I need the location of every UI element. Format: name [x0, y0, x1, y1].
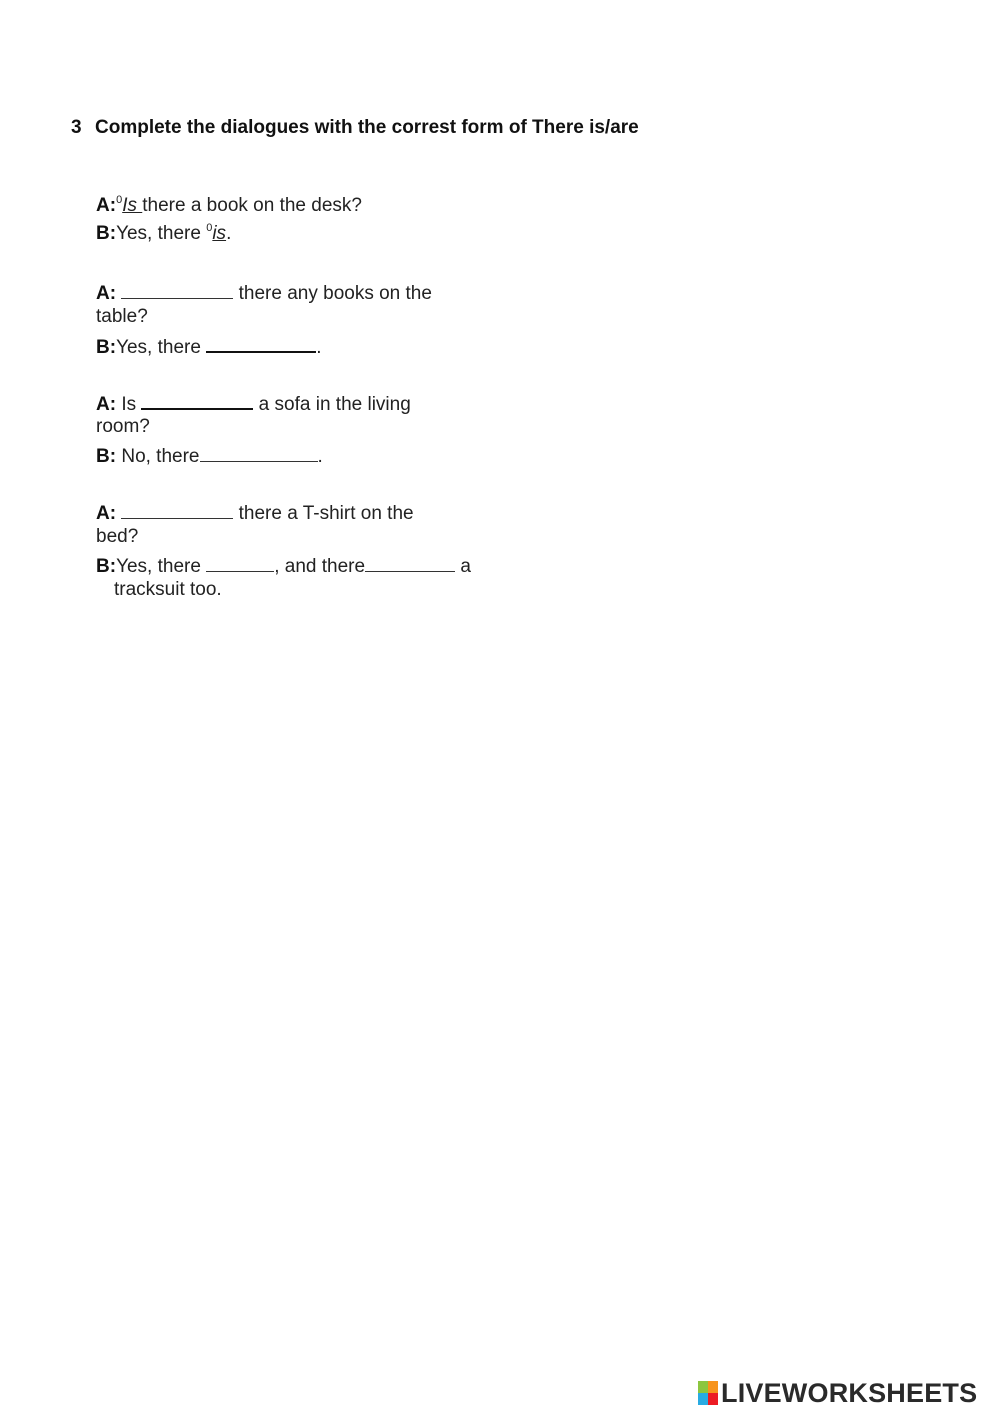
- dialogue2-line-a-cont: [96, 415, 150, 439]
- exercise-instruction: Complete the dialogues with the correst form of There is/are: [95, 117, 639, 138]
- dialogue1-line-a-cont: [96, 305, 148, 329]
- dialogue1-line-b: [96, 333, 321, 360]
- answer-blank[interactable]: [365, 553, 455, 572]
- speaker-a: A:: [96, 283, 117, 304]
- punctuation: .: [226, 223, 232, 244]
- speaker-b: B:: [96, 446, 117, 467]
- punctuation: .: [316, 337, 322, 358]
- example-line-b: [96, 222, 231, 246]
- answer-blank[interactable]: [141, 390, 253, 410]
- logo-mark-icon: [698, 1381, 718, 1405]
- example-answer: is: [212, 223, 227, 244]
- dialogue-text: a sofa in the living: [253, 394, 411, 415]
- dialogue-text: Is: [121, 394, 142, 415]
- dialogue-text: No, there: [116, 446, 200, 467]
- dialogue-text: there a T-shirt on the: [233, 503, 414, 524]
- dialogue-text: room?: [96, 416, 150, 437]
- example-text: Yes, there: [116, 223, 207, 244]
- logo-text: LIVEWORKSHEETS: [721, 1377, 978, 1408]
- dialogue-text: tracksuit too.: [114, 579, 222, 600]
- example-marker: 0: [206, 222, 213, 234]
- answer-blank[interactable]: [206, 333, 316, 353]
- speaker-b: B:: [96, 223, 117, 244]
- dialogue2-line-a: [96, 390, 411, 417]
- answer-blank[interactable]: [206, 553, 274, 572]
- answer-blank[interactable]: [121, 500, 233, 519]
- dialogue3-line-a-cont: [96, 525, 138, 549]
- speaker-a: A:: [96, 195, 117, 216]
- punctuation: .: [317, 446, 323, 467]
- dialogue3-line-b-cont: [114, 578, 222, 602]
- liveworksheets-logo: [698, 1378, 977, 1408]
- dialogue-text: bed?: [96, 526, 139, 547]
- example-marker: 0: [116, 194, 123, 206]
- speaker-b: B:: [96, 337, 117, 358]
- dialogue3-line-b: [96, 553, 471, 579]
- dialogue-text: , and there: [274, 556, 366, 577]
- dialogue-text: Yes, there: [116, 556, 207, 577]
- dialogue-text: Yes, there: [116, 337, 207, 358]
- dialogue-text: there any books on the: [233, 283, 432, 304]
- dialogue1-line-a: [96, 280, 432, 306]
- answer-blank[interactable]: [200, 443, 318, 462]
- dialogue3-line-a: [96, 500, 414, 526]
- dialogue2-line-b: [96, 443, 323, 469]
- speaker-b: B:: [96, 556, 117, 577]
- answer-blank[interactable]: [121, 280, 233, 299]
- dialogue-text: table?: [96, 306, 148, 327]
- dialogue-text: a: [455, 556, 471, 577]
- speaker-a: A:: [96, 394, 117, 415]
- example-answer: Is: [122, 195, 143, 216]
- exercise-number: 3: [71, 117, 82, 138]
- example-text: there a book on the desk?: [142, 195, 362, 216]
- speaker-a: A:: [96, 503, 117, 524]
- example-line-a: [96, 194, 362, 218]
- exercise-heading: [71, 117, 639, 139]
